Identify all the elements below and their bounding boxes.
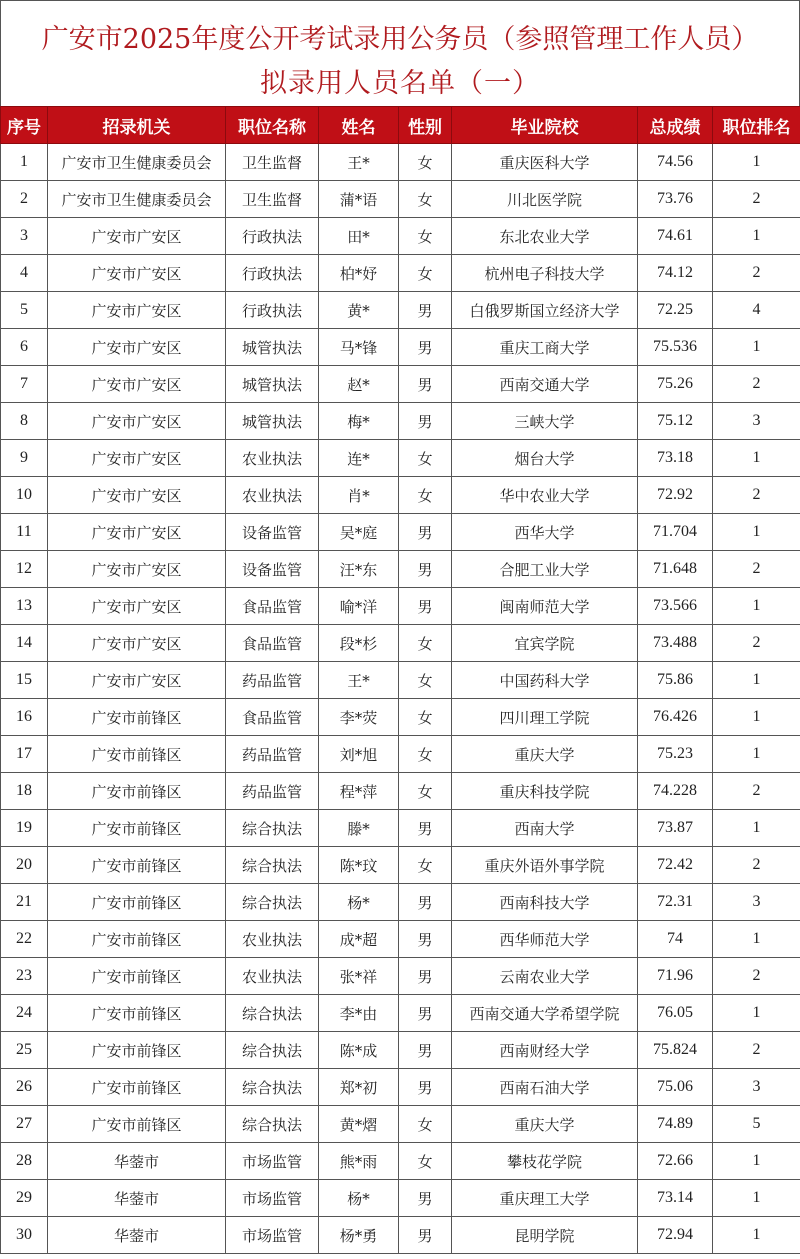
serial-cell: 15 [1,662,48,699]
table-row [1,440,800,477]
name-cell: 黄* [319,292,399,329]
table-row [1,329,800,366]
gender-cell: 男 [399,514,452,551]
gender-cell: 女 [399,477,452,514]
school-cell: 重庆科技学院 [452,773,638,810]
serial-cell: 19 [1,810,48,847]
rank-cell: 3 [713,403,800,440]
position-cell: 农业执法 [226,958,319,995]
header-serial: 序号 [1,107,48,144]
agency-cell: 广安市前锋区 [48,773,226,810]
serial-cell: 8 [1,403,48,440]
table-row [1,736,800,773]
position-cell: 综合执法 [226,995,319,1032]
agency-cell: 广安市前锋区 [48,699,226,736]
position-cell: 综合执法 [226,847,319,884]
table-row [1,625,800,662]
rank-cell: 3 [713,884,800,921]
serial-cell: 11 [1,514,48,551]
score-cell: 72.66 [638,1143,713,1180]
name-cell: 熊*雨 [319,1143,399,1180]
school-cell: 杭州电子科技大学 [452,255,638,292]
gender-cell: 女 [399,1143,452,1180]
school-cell: 重庆大学 [452,736,638,773]
score-cell: 75.536 [638,329,713,366]
rank-cell: 1 [713,995,800,1032]
rank-cell: 2 [713,625,800,662]
table-row [1,847,800,884]
score-cell: 74.56 [638,144,713,181]
position-cell: 城管执法 [226,403,319,440]
name-cell: 赵* [319,366,399,403]
position-cell: 卫生监督 [226,181,319,218]
table-row [1,551,800,588]
agency-cell: 华蓥市 [48,1143,226,1180]
serial-cell: 1 [1,144,48,181]
school-cell: 西南财经大学 [452,1032,638,1069]
rank-cell: 1 [713,921,800,958]
agency-cell: 广安市广安区 [48,588,226,625]
gender-cell: 女 [399,699,452,736]
rank-cell: 4 [713,292,800,329]
table-row [1,884,800,921]
gender-cell: 男 [399,884,452,921]
school-cell: 重庆理工大学 [452,1180,638,1217]
table-row [1,995,800,1032]
score-cell: 71.648 [638,551,713,588]
score-cell: 74.89 [638,1106,713,1143]
serial-cell: 9 [1,440,48,477]
school-cell: 合肥工业大学 [452,551,638,588]
gender-cell: 男 [399,1069,452,1106]
school-cell: 西华师范大学 [452,921,638,958]
score-cell: 75.06 [638,1069,713,1106]
rank-cell: 1 [713,144,800,181]
name-cell: 杨*勇 [319,1217,399,1254]
serial-cell: 28 [1,1143,48,1180]
rank-cell: 1 [713,1143,800,1180]
table-row [1,255,800,292]
title-line-1: 广安市2025年度公开考试录用公务员（参照管理工作人员） [41,24,759,55]
school-cell: 西南交通大学希望学院 [452,995,638,1032]
name-cell: 连* [319,440,399,477]
agency-cell: 广安市广安区 [48,440,226,477]
agency-cell: 广安市广安区 [48,218,226,255]
serial-cell: 10 [1,477,48,514]
serial-cell: 30 [1,1217,48,1254]
serial-cell: 12 [1,551,48,588]
title-line-2: 拟录用人员名单（一） [260,68,540,99]
school-cell: 西南科技大学 [452,884,638,921]
score-cell: 75.824 [638,1032,713,1069]
position-cell: 市场监管 [226,1180,319,1217]
position-cell: 市场监管 [226,1217,319,1254]
serial-cell: 25 [1,1032,48,1069]
gender-cell: 女 [399,736,452,773]
score-cell: 75.26 [638,366,713,403]
agency-cell: 广安市卫生健康委员会 [48,144,226,181]
table-row [1,477,800,514]
score-cell: 75.12 [638,403,713,440]
agency-cell: 广安市前锋区 [48,1032,226,1069]
score-cell: 72.94 [638,1217,713,1254]
serial-cell: 24 [1,995,48,1032]
name-cell: 王* [319,144,399,181]
serial-cell: 29 [1,1180,48,1217]
agency-cell: 广安市前锋区 [48,958,226,995]
gender-cell: 女 [399,773,452,810]
score-cell: 74.61 [638,218,713,255]
table-row [1,773,800,810]
score-cell: 75.23 [638,736,713,773]
position-cell: 城管执法 [226,366,319,403]
rank-cell: 1 [713,588,800,625]
gender-cell: 女 [399,625,452,662]
serial-cell: 13 [1,588,48,625]
serial-cell: 21 [1,884,48,921]
position-cell: 药品监管 [226,736,319,773]
position-cell: 药品监管 [226,773,319,810]
school-cell: 四川理工学院 [452,699,638,736]
header-score: 总成绩 [638,107,713,144]
position-cell: 综合执法 [226,1069,319,1106]
table-row [1,144,800,181]
score-cell: 72.31 [638,884,713,921]
header-school: 毕业院校 [452,107,638,144]
position-cell: 城管执法 [226,329,319,366]
name-cell: 田* [319,218,399,255]
agency-cell: 广安市前锋区 [48,1069,226,1106]
gender-cell: 女 [399,181,452,218]
score-cell: 74.12 [638,255,713,292]
gender-cell: 女 [399,144,452,181]
score-cell: 72.25 [638,292,713,329]
position-cell: 卫生监督 [226,144,319,181]
score-cell: 71.96 [638,958,713,995]
serial-cell: 16 [1,699,48,736]
table-row [1,1180,800,1217]
table-row [1,403,800,440]
document-title [0,0,800,106]
table-row [1,1217,800,1254]
table-row [1,1069,800,1106]
school-cell: 烟台大学 [452,440,638,477]
school-cell: 白俄罗斯国立经济大学 [452,292,638,329]
name-cell: 黄*熠 [319,1106,399,1143]
score-cell: 74 [638,921,713,958]
gender-cell: 男 [399,921,452,958]
position-cell: 市场监管 [226,1143,319,1180]
rank-cell: 2 [713,551,800,588]
position-cell: 行政执法 [226,255,319,292]
score-cell: 73.76 [638,181,713,218]
name-cell: 喻*洋 [319,588,399,625]
school-cell: 中国药科大学 [452,662,638,699]
name-cell: 杨* [319,884,399,921]
school-cell: 重庆工商大学 [452,329,638,366]
table-row [1,1032,800,1069]
position-cell: 药品监管 [226,662,319,699]
agency-cell: 广安市广安区 [48,255,226,292]
school-cell: 西华大学 [452,514,638,551]
school-cell: 川北医学院 [452,181,638,218]
gender-cell: 女 [399,255,452,292]
position-cell: 综合执法 [226,1032,319,1069]
rank-cell: 2 [713,366,800,403]
agency-cell: 广安市前锋区 [48,1106,226,1143]
agency-cell: 广安市前锋区 [48,995,226,1032]
score-cell: 73.14 [638,1180,713,1217]
name-cell: 杨* [319,1180,399,1217]
gender-cell: 男 [399,995,452,1032]
score-cell: 73.18 [638,440,713,477]
serial-cell: 26 [1,1069,48,1106]
score-cell: 73.87 [638,810,713,847]
name-cell: 陈*玟 [319,847,399,884]
score-cell: 76.05 [638,995,713,1032]
position-cell: 农业执法 [226,921,319,958]
position-cell: 食品监管 [226,588,319,625]
school-cell: 攀枝花学院 [452,1143,638,1180]
name-cell: 程*萍 [319,773,399,810]
serial-cell: 27 [1,1106,48,1143]
position-cell: 农业执法 [226,440,319,477]
header-agency: 招录机关 [48,107,226,144]
agency-cell: 广安市前锋区 [48,921,226,958]
table-row [1,181,800,218]
agency-cell: 广安市广安区 [48,329,226,366]
serial-cell: 18 [1,773,48,810]
rank-cell: 2 [713,181,800,218]
name-cell: 马*锋 [319,329,399,366]
rank-cell: 1 [713,662,800,699]
rank-cell: 1 [713,1217,800,1254]
gender-cell: 男 [399,366,452,403]
name-cell: 蒲*语 [319,181,399,218]
agency-cell: 广安市前锋区 [48,884,226,921]
position-cell: 综合执法 [226,810,319,847]
agency-cell: 广安市广安区 [48,292,226,329]
gender-cell: 男 [399,292,452,329]
gender-cell: 男 [399,329,452,366]
header-gender: 性别 [399,107,452,144]
school-cell: 云南农业大学 [452,958,638,995]
position-cell: 食品监管 [226,699,319,736]
name-cell: 张*祥 [319,958,399,995]
serial-cell: 3 [1,218,48,255]
score-cell: 73.566 [638,588,713,625]
name-cell: 滕* [319,810,399,847]
agency-cell: 华蓥市 [48,1217,226,1254]
school-cell: 东北农业大学 [452,218,638,255]
name-cell: 李*荧 [319,699,399,736]
rank-cell: 1 [713,440,800,477]
rank-cell: 2 [713,847,800,884]
serial-cell: 2 [1,181,48,218]
name-cell: 陈*成 [319,1032,399,1069]
rank-cell: 2 [713,773,800,810]
table-row [1,958,800,995]
table-row [1,662,800,699]
gender-cell: 男 [399,810,452,847]
school-cell: 重庆外语外事学院 [452,847,638,884]
table-row [1,810,800,847]
gender-cell: 男 [399,403,452,440]
table-row [1,699,800,736]
name-cell: 汪*东 [319,551,399,588]
header-name: 姓名 [319,107,399,144]
agency-cell: 广安市广安区 [48,551,226,588]
agency-cell: 广安市前锋区 [48,847,226,884]
name-cell: 吴*庭 [319,514,399,551]
school-cell: 西南交通大学 [452,366,638,403]
agency-cell: 广安市广安区 [48,403,226,440]
gender-cell: 女 [399,847,452,884]
serial-cell: 5 [1,292,48,329]
school-cell: 昆明学院 [452,1217,638,1254]
serial-cell: 7 [1,366,48,403]
gender-cell: 男 [399,1217,452,1254]
serial-cell: 17 [1,736,48,773]
school-cell: 华中农业大学 [452,477,638,514]
table-row [1,588,800,625]
agency-cell: 广安市广安区 [48,662,226,699]
school-cell: 宜宾学院 [452,625,638,662]
gender-cell: 女 [399,440,452,477]
score-cell: 72.42 [638,847,713,884]
gender-cell: 男 [399,551,452,588]
position-cell: 设备监管 [226,551,319,588]
score-cell: 75.86 [638,662,713,699]
table-row [1,514,800,551]
table-row [1,1143,800,1180]
rank-cell: 2 [713,255,800,292]
agency-cell: 广安市广安区 [48,514,226,551]
name-cell: 李*由 [319,995,399,1032]
position-cell: 食品监管 [226,625,319,662]
agency-cell: 广安市广安区 [48,477,226,514]
position-cell: 行政执法 [226,292,319,329]
score-cell: 71.704 [638,514,713,551]
table-header-row [1,107,800,144]
rank-cell: 5 [713,1106,800,1143]
school-cell: 西南大学 [452,810,638,847]
position-cell: 农业执法 [226,477,319,514]
gender-cell: 女 [399,218,452,255]
school-cell: 重庆医科大学 [452,144,638,181]
serial-cell: 6 [1,329,48,366]
school-cell: 西南石油大学 [452,1069,638,1106]
score-cell: 74.228 [638,773,713,810]
gender-cell: 男 [399,1180,452,1217]
serial-cell: 14 [1,625,48,662]
header-position: 职位名称 [226,107,319,144]
position-cell: 综合执法 [226,884,319,921]
rank-cell: 1 [713,514,800,551]
school-cell: 三峡大学 [452,403,638,440]
rank-cell: 2 [713,477,800,514]
rank-cell: 1 [713,699,800,736]
rank-cell: 1 [713,1180,800,1217]
serial-cell: 20 [1,847,48,884]
table-body [1,144,800,1254]
school-cell: 重庆大学 [452,1106,638,1143]
rank-cell: 1 [713,810,800,847]
gender-cell: 女 [399,662,452,699]
school-cell: 闽南师范大学 [452,588,638,625]
table-row [1,218,800,255]
table-row [1,366,800,403]
table-row [1,921,800,958]
score-cell: 73.488 [638,625,713,662]
rank-cell: 3 [713,1069,800,1106]
rank-cell: 1 [713,329,800,366]
name-cell: 刘*旭 [319,736,399,773]
name-cell: 段*杉 [319,625,399,662]
gender-cell: 男 [399,958,452,995]
rank-cell: 1 [713,218,800,255]
gender-cell: 女 [399,1106,452,1143]
hiring-list-table [0,106,800,1254]
name-cell: 王* [319,662,399,699]
agency-cell: 广安市前锋区 [48,736,226,773]
agency-cell: 广安市广安区 [48,625,226,662]
score-cell: 76.426 [638,699,713,736]
gender-cell: 男 [399,1032,452,1069]
name-cell: 郑*初 [319,1069,399,1106]
rank-cell: 2 [713,958,800,995]
name-cell: 柏*妤 [319,255,399,292]
position-cell: 综合执法 [226,1106,319,1143]
serial-cell: 4 [1,255,48,292]
agency-cell: 广安市前锋区 [48,810,226,847]
name-cell: 肖* [319,477,399,514]
name-cell: 成*超 [319,921,399,958]
rank-cell: 2 [713,1032,800,1069]
agency-cell: 广安市广安区 [48,366,226,403]
position-cell: 设备监管 [226,514,319,551]
name-cell: 梅* [319,403,399,440]
header-rank: 职位排名 [713,107,800,144]
table-row [1,292,800,329]
agency-cell: 广安市卫生健康委员会 [48,181,226,218]
table-row [1,1106,800,1143]
serial-cell: 23 [1,958,48,995]
position-cell: 行政执法 [226,218,319,255]
serial-cell: 22 [1,921,48,958]
score-cell: 72.92 [638,477,713,514]
agency-cell: 华蓥市 [48,1180,226,1217]
rank-cell: 1 [713,736,800,773]
gender-cell: 男 [399,588,452,625]
